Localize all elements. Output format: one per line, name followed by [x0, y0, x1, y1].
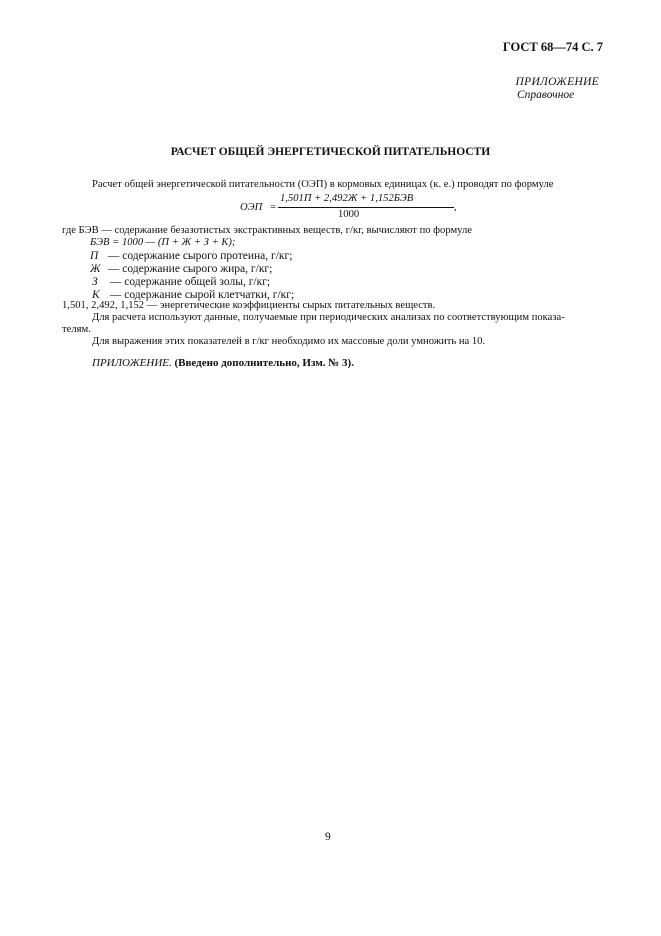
definition-symbol: З [92, 276, 98, 288]
formula-comma: , [454, 202, 457, 213]
amendment-label: ПРИЛОЖЕНИЕ. [92, 357, 172, 369]
definition-text: — содержание общей золы, г/кг; [109, 276, 271, 288]
definition-item [90, 263, 272, 275]
definition-text: — содержание сырого жира, г/кг; [107, 263, 273, 275]
page-number: 9 [325, 831, 331, 843]
definition-item [90, 250, 292, 262]
definition-item [92, 276, 270, 288]
conversion-line: Для выражения этих показателей в г/кг необходимо их массовые доли умножить на 10. [92, 336, 486, 347]
formula-equals: = [270, 202, 276, 213]
data-source-line: Для расчета используют данные, получаемые при периодических анализах по соответствующим показа- [92, 312, 565, 323]
bev-formula: БЭВ = 1000 — (П + Ж + З + К); [90, 237, 236, 248]
formula-denominator: 1000 [338, 209, 360, 220]
data-source-line-continued: телям. [62, 324, 91, 335]
amendment-note [92, 357, 354, 369]
page-title: РАСЧЕТ ОБЩЕЙ ЭНЕРГЕТИЧЕСКОЙ ПИТАТЕЛЬНОСТИ [170, 146, 491, 158]
appendix-subtitle: Справочное [517, 89, 575, 101]
definition-symbol: Ж [90, 263, 101, 275]
fraction-bar [278, 207, 454, 208]
definition-text: — содержание сырой клетчатки, г/кг; [109, 289, 295, 301]
formula-numerator: 1,501П + 2,492Ж + 1,152БЭВ [280, 193, 414, 204]
coefficients-line: 1,501, 2,492, 1,152 — энергетические коэффициенты сырых питательных веществ. [62, 300, 436, 311]
where-line: где БЭВ — содержание безазотистых экстрактивных веществ, г/кг, вычисляют по формуле [62, 225, 472, 236]
definition-symbol: К [92, 289, 100, 301]
standard-header: ГОСТ 68—74 С. 7 [502, 40, 603, 54]
amendment-text: (Введено дополнительно, Изм. № 3). [174, 357, 354, 369]
formula-lhs: ОЭП [240, 202, 263, 213]
appendix-label: ПРИЛОЖЕНИЕ [515, 76, 599, 88]
definition-symbol: П [90, 250, 99, 262]
definition-text: — содержание сырого протеина, г/кг; [107, 250, 293, 262]
intro-paragraph: Расчет общей энергетической питательности (ОЭП) в кормовых единицах (к. е.) проводят по формуле [92, 179, 554, 190]
